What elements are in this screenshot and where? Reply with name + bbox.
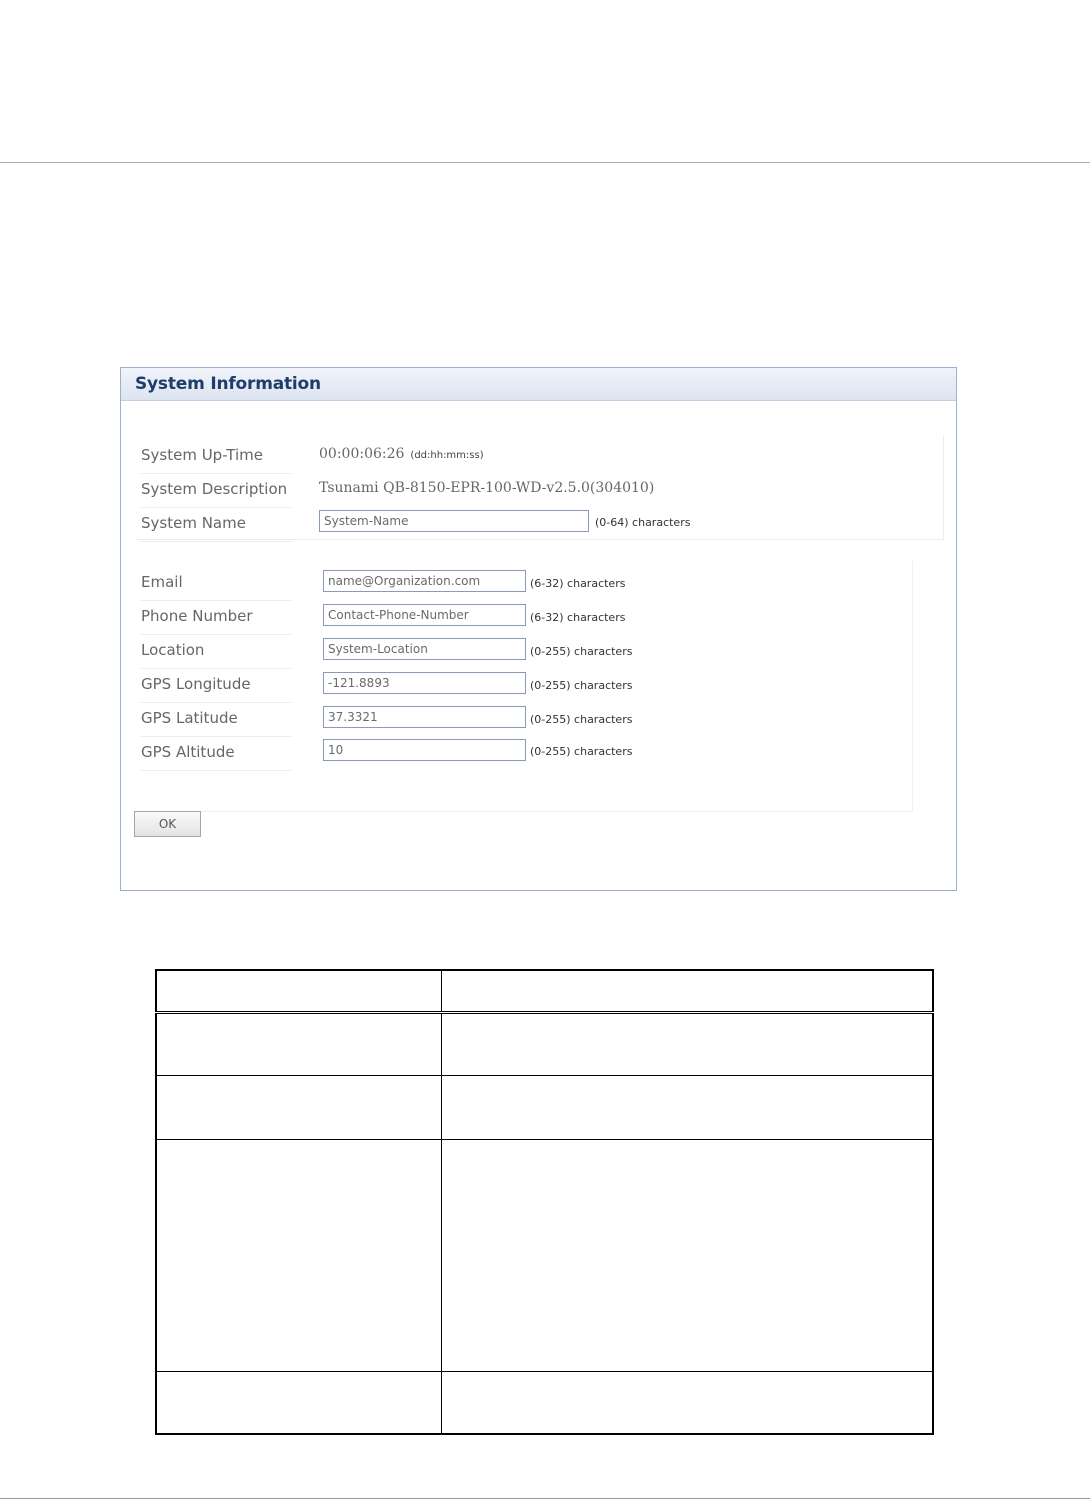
system-name-input[interactable] xyxy=(319,510,589,532)
panel-header xyxy=(121,368,956,401)
header-divider xyxy=(0,162,1090,163)
gps-longitude-hint: (0-255) characters xyxy=(530,679,633,692)
table-cell xyxy=(156,1139,442,1371)
panel-title: System Information xyxy=(135,374,321,394)
phone-hint: (6-32) characters xyxy=(530,611,626,624)
table-header-row xyxy=(156,970,933,1012)
uptime-row xyxy=(141,440,741,474)
system-name-label: System Name xyxy=(141,514,246,532)
system-name-hint: (0-64) characters xyxy=(595,516,691,529)
table-cell xyxy=(442,1012,934,1075)
uptime-label: System Up-Time xyxy=(141,446,263,464)
phone-number-input[interactable] xyxy=(323,604,526,626)
table-cell xyxy=(442,1075,934,1139)
gps-latitude-input[interactable] xyxy=(323,706,526,728)
location-hint: (0-255) characters xyxy=(530,645,633,658)
uptime-format: (dd:hh:mm:ss) xyxy=(410,450,484,461)
table-cell xyxy=(156,1371,442,1434)
table-header-cell xyxy=(442,970,934,1012)
email-hint: (6-32) characters xyxy=(530,577,626,590)
ok-button[interactable]: OK xyxy=(134,811,201,837)
gps-altitude-input[interactable] xyxy=(323,739,526,761)
uptime-value xyxy=(319,446,484,462)
description-row xyxy=(141,474,741,508)
email-label: Email xyxy=(141,573,183,591)
phone-label: Phone Number xyxy=(141,607,253,625)
gps-altitude-hint: (0-255) characters xyxy=(530,745,633,758)
table-cell xyxy=(442,1371,934,1434)
uptime-text: 00:00:06:26 xyxy=(319,446,405,462)
table-cell xyxy=(156,1012,442,1075)
gps-longitude-label: GPS Longitude xyxy=(141,675,251,693)
gps-longitude-input[interactable] xyxy=(323,672,526,694)
email-input[interactable] xyxy=(323,570,526,592)
system-information-panel xyxy=(120,367,957,891)
footer-divider xyxy=(0,1498,1090,1499)
table-row xyxy=(156,1371,933,1434)
description-label: System Description xyxy=(141,480,288,498)
gps-latitude-hint: (0-255) characters xyxy=(530,713,633,726)
gps-altitude-label: GPS Altitude xyxy=(141,743,235,761)
description-value: Tsunami QB-8150-EPR-100-WD-v2.5.0(304010) xyxy=(319,480,655,496)
row-divider xyxy=(141,770,291,771)
table-row xyxy=(156,1139,933,1371)
gps-latitude-label: GPS Latitude xyxy=(141,709,238,727)
table-header-cell xyxy=(156,970,442,1012)
table-row xyxy=(156,1075,933,1139)
parameter-table xyxy=(155,969,934,1435)
location-label: Location xyxy=(141,641,205,659)
table-cell xyxy=(442,1139,934,1371)
row-divider xyxy=(141,541,291,542)
location-input[interactable] xyxy=(323,638,526,660)
table-row xyxy=(156,1012,933,1075)
table-cell xyxy=(156,1075,442,1139)
